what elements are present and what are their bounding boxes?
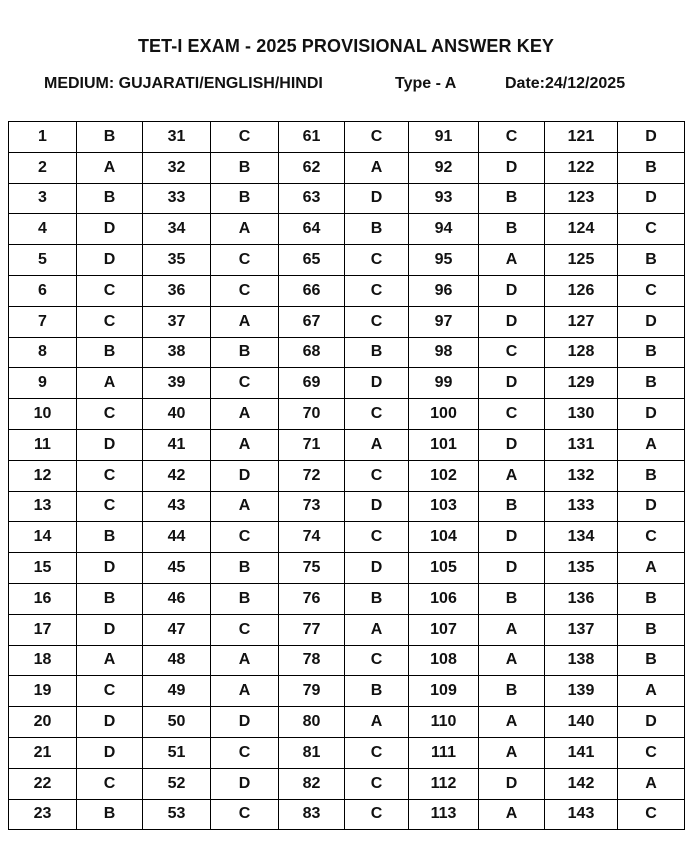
answer-cell: D: [479, 306, 545, 337]
answer-cell: C: [479, 122, 545, 153]
question-number-cell: 11: [9, 429, 77, 460]
question-number-cell: 121: [545, 122, 618, 153]
answer-cell: C: [211, 122, 279, 153]
table-row: [9, 737, 685, 768]
answer-cell: B: [77, 522, 143, 553]
question-number-cell: 93: [409, 183, 479, 214]
answer-cell: B: [77, 337, 143, 368]
question-number-cell: 22: [9, 768, 77, 799]
question-number-cell: 132: [545, 460, 618, 491]
question-number-cell: 16: [9, 583, 77, 614]
question-number-cell: 33: [143, 183, 211, 214]
answer-cell: C: [618, 214, 685, 245]
question-number-cell: 142: [545, 768, 618, 799]
question-number-cell: 4: [9, 214, 77, 245]
answer-cell: C: [479, 399, 545, 430]
answer-cell: B: [211, 183, 279, 214]
question-number-cell: 36: [143, 275, 211, 306]
answer-cell: A: [345, 152, 409, 183]
question-number-cell: 105: [409, 553, 479, 584]
answer-cell: D: [618, 399, 685, 430]
question-number-cell: 126: [545, 275, 618, 306]
answer-key-body: [9, 122, 685, 830]
question-number-cell: 92: [409, 152, 479, 183]
answer-cell: A: [618, 429, 685, 460]
answer-cell: B: [345, 337, 409, 368]
answer-cell: B: [618, 368, 685, 399]
answer-cell: D: [479, 429, 545, 460]
question-number-cell: 67: [279, 306, 345, 337]
question-number-cell: 76: [279, 583, 345, 614]
answer-cell: C: [211, 368, 279, 399]
question-number-cell: 110: [409, 707, 479, 738]
question-number-cell: 3: [9, 183, 77, 214]
answer-cell: B: [211, 337, 279, 368]
answer-cell: D: [618, 707, 685, 738]
answer-cell: C: [345, 645, 409, 676]
answer-cell: B: [345, 676, 409, 707]
question-number-cell: 6: [9, 275, 77, 306]
answer-cell: B: [479, 583, 545, 614]
question-number-cell: 104: [409, 522, 479, 553]
question-number-cell: 83: [279, 799, 345, 830]
table-row: [9, 275, 685, 306]
answer-cell: A: [211, 645, 279, 676]
question-number-cell: 136: [545, 583, 618, 614]
answer-cell: D: [618, 306, 685, 337]
answer-cell: B: [211, 583, 279, 614]
question-number-cell: 14: [9, 522, 77, 553]
table-row: [9, 799, 685, 830]
answer-cell: C: [77, 306, 143, 337]
question-number-cell: 18: [9, 645, 77, 676]
question-number-cell: 37: [143, 306, 211, 337]
table-row: [9, 707, 685, 738]
answer-cell: D: [77, 737, 143, 768]
date-label: Date:24/12/2025: [505, 75, 626, 92]
question-number-cell: 140: [545, 707, 618, 738]
question-number-cell: 21: [9, 737, 77, 768]
answer-cell: A: [211, 214, 279, 245]
answer-cell: A: [211, 491, 279, 522]
question-number-cell: 41: [143, 429, 211, 460]
table-row: [9, 429, 685, 460]
answer-cell: D: [211, 460, 279, 491]
answer-cell: D: [211, 768, 279, 799]
answer-cell: D: [345, 491, 409, 522]
question-number-cell: 125: [545, 245, 618, 276]
answer-cell: C: [77, 275, 143, 306]
answer-cell: A: [618, 676, 685, 707]
question-number-cell: 62: [279, 152, 345, 183]
answer-cell: A: [77, 368, 143, 399]
question-number-cell: 2: [9, 152, 77, 183]
answer-cell: A: [618, 768, 685, 799]
answer-cell: D: [479, 275, 545, 306]
table-row: [9, 768, 685, 799]
question-number-cell: 139: [545, 676, 618, 707]
question-number-cell: 138: [545, 645, 618, 676]
table-row: [9, 152, 685, 183]
question-number-cell: 15: [9, 553, 77, 584]
question-number-cell: 66: [279, 275, 345, 306]
answer-cell: D: [618, 122, 685, 153]
answer-cell: A: [77, 152, 143, 183]
answer-cell: B: [345, 214, 409, 245]
answer-cell: C: [479, 337, 545, 368]
answer-cell: C: [345, 768, 409, 799]
question-number-cell: 123: [545, 183, 618, 214]
question-number-cell: 102: [409, 460, 479, 491]
question-number-cell: 82: [279, 768, 345, 799]
question-number-cell: 113: [409, 799, 479, 830]
table-row: [9, 214, 685, 245]
answer-cell: B: [618, 583, 685, 614]
question-number-cell: 135: [545, 553, 618, 584]
answer-cell: B: [618, 614, 685, 645]
answer-cell: C: [618, 522, 685, 553]
table-row: [9, 337, 685, 368]
question-number-cell: 128: [545, 337, 618, 368]
question-number-cell: 131: [545, 429, 618, 460]
answer-cell: B: [211, 152, 279, 183]
question-number-cell: 96: [409, 275, 479, 306]
question-number-cell: 73: [279, 491, 345, 522]
table-row: [9, 614, 685, 645]
answer-cell: D: [479, 553, 545, 584]
answer-cell: A: [211, 429, 279, 460]
answer-cell: D: [345, 553, 409, 584]
question-number-cell: 7: [9, 306, 77, 337]
table-row: [9, 460, 685, 491]
question-number-cell: 75: [279, 553, 345, 584]
answer-cell: D: [618, 183, 685, 214]
question-number-cell: 39: [143, 368, 211, 399]
question-number-cell: 97: [409, 306, 479, 337]
answer-cell: B: [77, 183, 143, 214]
question-number-cell: 98: [409, 337, 479, 368]
question-number-cell: 61: [279, 122, 345, 153]
question-number-cell: 108: [409, 645, 479, 676]
page-title: TET-I EXAM - 2025 PROVISIONAL ANSWER KEY: [137, 36, 555, 56]
question-number-cell: 95: [409, 245, 479, 276]
question-number-cell: 65: [279, 245, 345, 276]
answer-cell: C: [77, 460, 143, 491]
answer-cell: C: [345, 737, 409, 768]
question-number-cell: 68: [279, 337, 345, 368]
table-row: [9, 553, 685, 584]
question-number-cell: 45: [143, 553, 211, 584]
table-row: [9, 491, 685, 522]
question-number-cell: 94: [409, 214, 479, 245]
question-number-cell: 53: [143, 799, 211, 830]
medium-label: MEDIUM: GUJARATI/ENGLISH/HINDI: [44, 75, 323, 92]
question-number-cell: 78: [279, 645, 345, 676]
question-number-cell: 12: [9, 460, 77, 491]
answer-cell: C: [211, 614, 279, 645]
answer-cell: D: [211, 707, 279, 738]
answer-cell: B: [618, 645, 685, 676]
answer-cell: D: [77, 707, 143, 738]
answer-cell: C: [345, 245, 409, 276]
question-number-cell: 51: [143, 737, 211, 768]
question-number-cell: 81: [279, 737, 345, 768]
answer-cell: A: [345, 614, 409, 645]
answer-cell: C: [618, 275, 685, 306]
answer-cell: B: [77, 583, 143, 614]
answer-cell: C: [618, 799, 685, 830]
question-number-cell: 23: [9, 799, 77, 830]
question-number-cell: 134: [545, 522, 618, 553]
question-number-cell: 129: [545, 368, 618, 399]
answer-cell: D: [77, 245, 143, 276]
answer-cell: A: [618, 553, 685, 584]
answer-cell: B: [618, 337, 685, 368]
table-row: [9, 368, 685, 399]
question-number-cell: 143: [545, 799, 618, 830]
table-row: [9, 583, 685, 614]
answer-cell: B: [618, 460, 685, 491]
answer-cell: B: [479, 214, 545, 245]
question-number-cell: 122: [545, 152, 618, 183]
answer-cell: B: [211, 553, 279, 584]
question-number-cell: 49: [143, 676, 211, 707]
question-number-cell: 127: [545, 306, 618, 337]
answer-cell: D: [479, 768, 545, 799]
answer-cell: C: [345, 275, 409, 306]
question-number-cell: 137: [545, 614, 618, 645]
question-number-cell: 35: [143, 245, 211, 276]
table-row: [9, 245, 685, 276]
question-number-cell: 63: [279, 183, 345, 214]
question-number-cell: 44: [143, 522, 211, 553]
question-number-cell: 43: [143, 491, 211, 522]
answer-cell: A: [479, 614, 545, 645]
question-number-cell: 107: [409, 614, 479, 645]
table-row: [9, 306, 685, 337]
answer-cell: C: [211, 522, 279, 553]
answer-cell: B: [618, 245, 685, 276]
answer-cell: C: [618, 737, 685, 768]
question-number-cell: 17: [9, 614, 77, 645]
answer-cell: D: [479, 522, 545, 553]
question-number-cell: 50: [143, 707, 211, 738]
question-number-cell: 106: [409, 583, 479, 614]
question-number-cell: 38: [143, 337, 211, 368]
question-number-cell: 91: [409, 122, 479, 153]
question-number-cell: 8: [9, 337, 77, 368]
question-number-cell: 20: [9, 707, 77, 738]
question-number-cell: 40: [143, 399, 211, 430]
answer-cell: C: [77, 399, 143, 430]
question-number-cell: 103: [409, 491, 479, 522]
question-number-cell: 64: [279, 214, 345, 245]
type-label: Type - A: [395, 75, 457, 92]
answer-cell: C: [345, 399, 409, 430]
answer-cell: A: [211, 676, 279, 707]
answer-cell: B: [479, 676, 545, 707]
question-number-cell: 72: [279, 460, 345, 491]
question-number-cell: 52: [143, 768, 211, 799]
question-number-cell: 1: [9, 122, 77, 153]
question-number-cell: 77: [279, 614, 345, 645]
answer-cell: C: [211, 275, 279, 306]
answer-cell: C: [211, 799, 279, 830]
question-number-cell: 80: [279, 707, 345, 738]
question-number-cell: 130: [545, 399, 618, 430]
table-row: [9, 399, 685, 430]
question-number-cell: 99: [409, 368, 479, 399]
answer-cell: C: [211, 245, 279, 276]
question-number-cell: 100: [409, 399, 479, 430]
answer-cell: A: [479, 737, 545, 768]
answer-cell: D: [345, 183, 409, 214]
answer-cell: A: [345, 707, 409, 738]
question-number-cell: 111: [409, 737, 479, 768]
answer-cell: C: [77, 491, 143, 522]
question-number-cell: 74: [279, 522, 345, 553]
question-number-cell: 101: [409, 429, 479, 460]
answer-cell: B: [77, 122, 143, 153]
answer-cell: C: [211, 737, 279, 768]
answer-key-table: [8, 121, 685, 830]
answer-cell: B: [345, 583, 409, 614]
answer-cell: A: [479, 245, 545, 276]
answer-cell: D: [77, 429, 143, 460]
answer-cell: D: [77, 553, 143, 584]
answer-cell: D: [618, 491, 685, 522]
question-number-cell: 47: [143, 614, 211, 645]
question-number-cell: 32: [143, 152, 211, 183]
answer-cell: A: [479, 707, 545, 738]
question-number-cell: 70: [279, 399, 345, 430]
question-number-cell: 109: [409, 676, 479, 707]
answer-cell: C: [345, 122, 409, 153]
question-number-cell: 112: [409, 768, 479, 799]
question-number-cell: 124: [545, 214, 618, 245]
question-number-cell: 71: [279, 429, 345, 460]
answer-cell: C: [345, 799, 409, 830]
table-row: [9, 122, 685, 153]
answer-cell: C: [345, 522, 409, 553]
answer-cell: C: [77, 676, 143, 707]
question-number-cell: 133: [545, 491, 618, 522]
question-number-cell: 42: [143, 460, 211, 491]
question-number-cell: 46: [143, 583, 211, 614]
answer-cell: B: [479, 491, 545, 522]
answer-cell: A: [211, 399, 279, 430]
answer-cell: B: [77, 799, 143, 830]
answer-cell: A: [77, 645, 143, 676]
table-row: [9, 522, 685, 553]
answer-cell: A: [211, 306, 279, 337]
answer-cell: D: [77, 214, 143, 245]
question-number-cell: 19: [9, 676, 77, 707]
answer-cell: B: [479, 183, 545, 214]
question-number-cell: 141: [545, 737, 618, 768]
question-number-cell: 31: [143, 122, 211, 153]
question-number-cell: 13: [9, 491, 77, 522]
answer-cell: B: [618, 152, 685, 183]
answer-cell: A: [345, 429, 409, 460]
question-number-cell: 10: [9, 399, 77, 430]
table-row: [9, 183, 685, 214]
table-row: [9, 676, 685, 707]
question-number-cell: 5: [9, 245, 77, 276]
answer-cell: C: [345, 460, 409, 491]
answer-cell: C: [77, 768, 143, 799]
answer-cell: A: [479, 460, 545, 491]
question-number-cell: 69: [279, 368, 345, 399]
answer-cell: C: [345, 306, 409, 337]
table-row: [9, 645, 685, 676]
question-number-cell: 48: [143, 645, 211, 676]
answer-cell: D: [479, 368, 545, 399]
answer-cell: A: [479, 645, 545, 676]
answer-cell: D: [77, 614, 143, 645]
answer-cell: D: [479, 152, 545, 183]
question-number-cell: 34: [143, 214, 211, 245]
question-number-cell: 9: [9, 368, 77, 399]
answer-cell: D: [345, 368, 409, 399]
answer-cell: A: [479, 799, 545, 830]
question-number-cell: 79: [279, 676, 345, 707]
